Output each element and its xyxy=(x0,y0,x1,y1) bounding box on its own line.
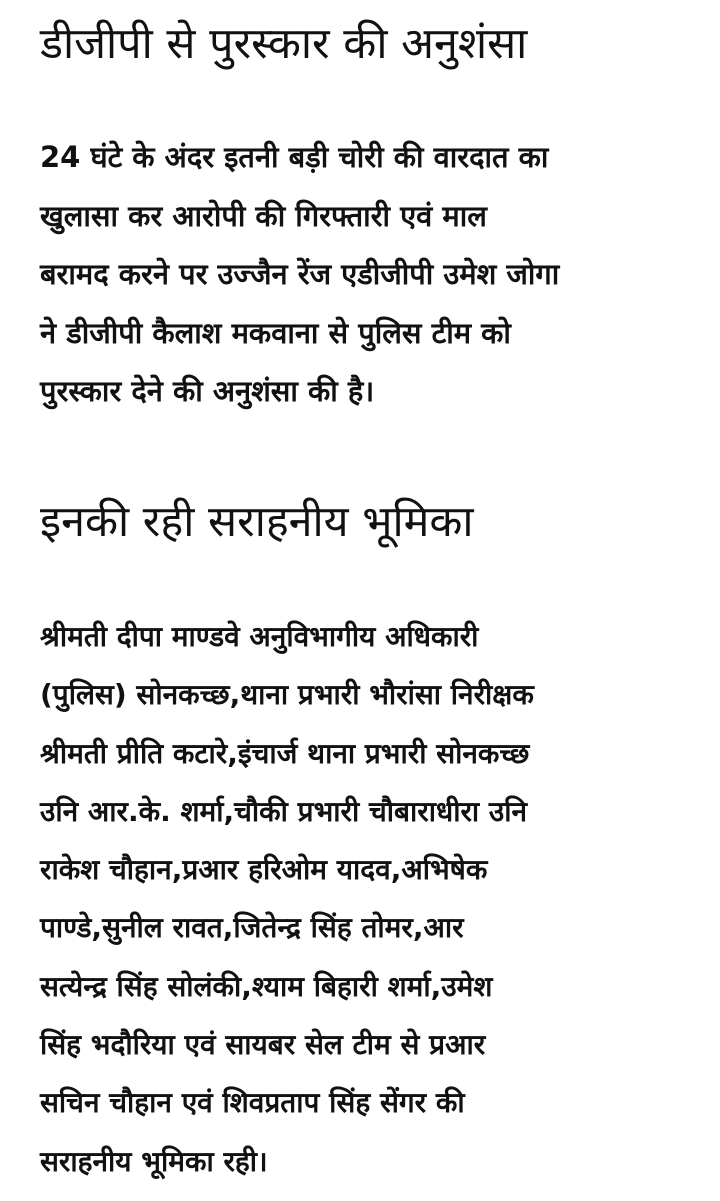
paragraph-line: राकेश चौहान,प्रआर हरिओम यादव,अभिषेक xyxy=(40,853,488,887)
paragraph-line: श्रीमती प्रीति कटारे,इंचार्ज थाना प्रभारी सोनकच्छ xyxy=(40,736,530,770)
paragraph-line: (पुलिस) सोनकच्छ,थाना प्रभारी भौरांसा निरीक्षक xyxy=(40,678,534,712)
award-recommendation-paragraph xyxy=(40,128,700,421)
commendable-role-paragraph xyxy=(40,608,705,1191)
paragraph-line: उनि आर.के. शर्मा,चौकी प्रभारी चौबाराधीरा उनि xyxy=(40,794,528,828)
paragraph-line: पाण्डे,सुनील रावत,जितेन्द्र सिंह तोमर,आर xyxy=(40,911,464,945)
paragraph-line: ने डीजीपी कैलाश मकवाना से पुलिस टीम को xyxy=(40,315,511,350)
section-heading-commendable-role: इनकी रही सराहनीय भूमिका xyxy=(40,497,474,547)
paragraph-line: श्रीमती दीपा माण्डवे अनुविभागीय अधिकारी xyxy=(40,620,479,653)
paragraph-line: सत्येन्द्र सिंह सोलंकी,श्याम बिहारी शर्मा,उमेश xyxy=(40,969,493,1003)
paragraph-line: खुलासा कर आरोपी की गिरफ्तारी एवं माल xyxy=(40,198,487,233)
paragraph-line: सचिन चौहान एवं शिवप्रताप सिंह सेंगर की xyxy=(40,1086,465,1120)
paragraph-line: सराहनीय भूमिका रही। xyxy=(40,1144,268,1178)
paragraph-line: सिंह भदौरिया एवं सायबर सेल टीम से प्रआर xyxy=(40,1028,486,1062)
paragraph-line: बरामद करने पर उज्जैन रेंज एडीजीपी उमेश जोगा xyxy=(40,257,560,291)
paragraph-line: पुरस्कार देने की अनुशंसा की है। xyxy=(40,374,375,408)
paragraph-line: 24 घंटे के अंदर इतनी बड़ी चोरी की वारदात का xyxy=(40,140,549,174)
section-heading-award-recommendation: डीजीपी से पुरस्कार की अनुशंसा xyxy=(40,19,528,69)
